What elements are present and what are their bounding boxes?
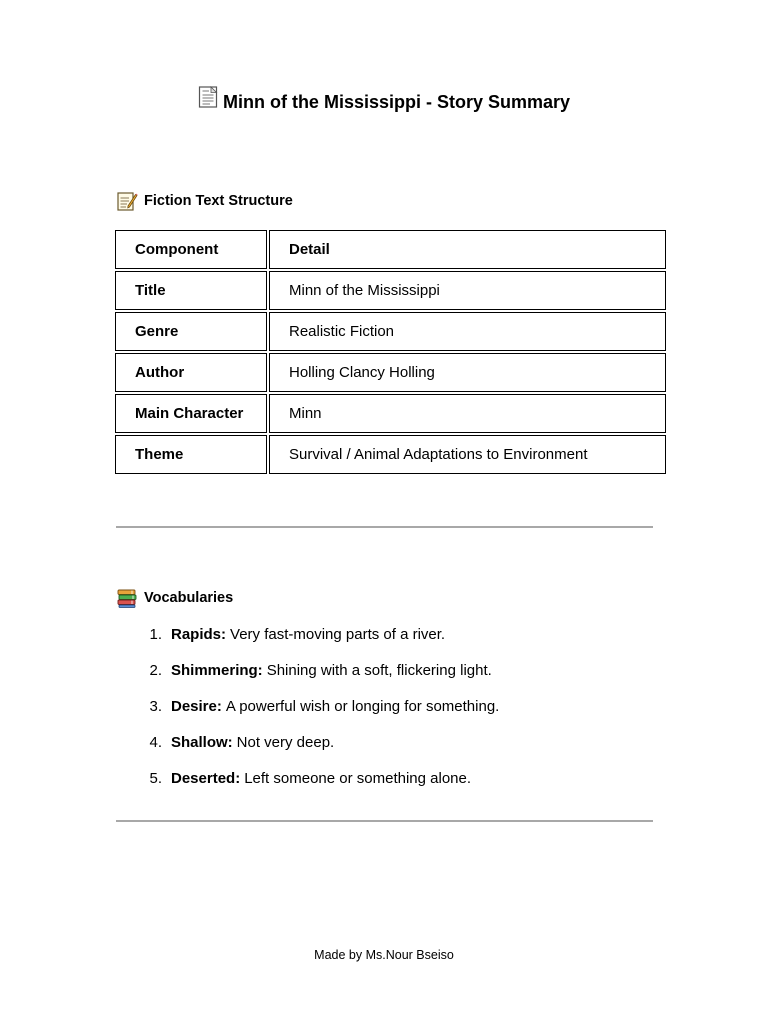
vocab-definition: Very fast-moving parts of a river. xyxy=(230,626,446,643)
table-cell-detail: Realistic Fiction xyxy=(269,312,666,351)
fiction-structure-table xyxy=(113,228,668,476)
list-item xyxy=(113,658,673,694)
vocab-definition: A powerful wish or longing for something. xyxy=(225,698,500,715)
memo-icon xyxy=(116,190,138,212)
table-cell-component: Main Character xyxy=(115,394,267,433)
list-item xyxy=(113,730,673,766)
vocab-definition: Left someone or something alone. xyxy=(244,770,472,787)
table-row xyxy=(115,394,666,433)
table-header-detail: Detail xyxy=(269,230,666,269)
table-header-row xyxy=(115,230,666,269)
table-cell-component: Genre xyxy=(115,312,267,351)
section-divider xyxy=(116,820,653,822)
table-cell-component: Title xyxy=(115,271,267,310)
table-cell-component: Author xyxy=(115,353,267,392)
vocab-term: Rapids: xyxy=(171,626,227,643)
list-item-number: 4. xyxy=(149,734,162,751)
list-item-number: 1. xyxy=(149,626,162,643)
table-row xyxy=(115,271,666,310)
vocab-definition: Shining with a soft, flickering light. xyxy=(266,662,492,679)
vocab-term: Shallow: xyxy=(171,734,233,751)
table-row xyxy=(115,312,666,351)
table-header-component: Component xyxy=(115,230,267,269)
table-cell-detail: Holling Clancy Holling xyxy=(269,353,666,392)
document-title-text: Minn of the Mississippi - Story Summary xyxy=(222,92,571,112)
table-row xyxy=(115,435,666,474)
vocab-term: Desire: xyxy=(171,698,222,715)
table-cell-detail: Minn of the Mississippi xyxy=(269,271,666,310)
fiction-section-heading xyxy=(116,190,293,212)
vocab-section-heading-text: Vocabularies xyxy=(144,590,234,606)
list-item xyxy=(113,766,673,802)
vocab-list xyxy=(113,622,673,802)
list-item-number: 3. xyxy=(149,698,162,715)
list-item-number: 2. xyxy=(149,662,162,679)
vocab-term: Deserted: xyxy=(171,770,241,787)
table-row xyxy=(115,353,666,392)
fiction-section-heading-text: Fiction Text Structure xyxy=(144,193,293,209)
page-icon xyxy=(198,86,218,116)
vocab-term: Shimmering: xyxy=(171,662,263,679)
list-item xyxy=(113,622,673,658)
document-title xyxy=(0,88,768,118)
section-divider xyxy=(116,526,653,528)
vocab-definition: Not very deep. xyxy=(236,734,335,751)
list-item xyxy=(113,694,673,730)
table-cell-detail: Survival / Animal Adaptations to Environment xyxy=(269,435,666,474)
vocab-section-heading xyxy=(116,587,233,609)
footer-credit: Made by Ms.Nour Bseiso xyxy=(314,948,454,962)
books-icon xyxy=(116,587,138,609)
table-cell-component: Theme xyxy=(115,435,267,474)
table-cell-detail: Minn xyxy=(269,394,666,433)
list-item-number: 5. xyxy=(149,770,162,787)
